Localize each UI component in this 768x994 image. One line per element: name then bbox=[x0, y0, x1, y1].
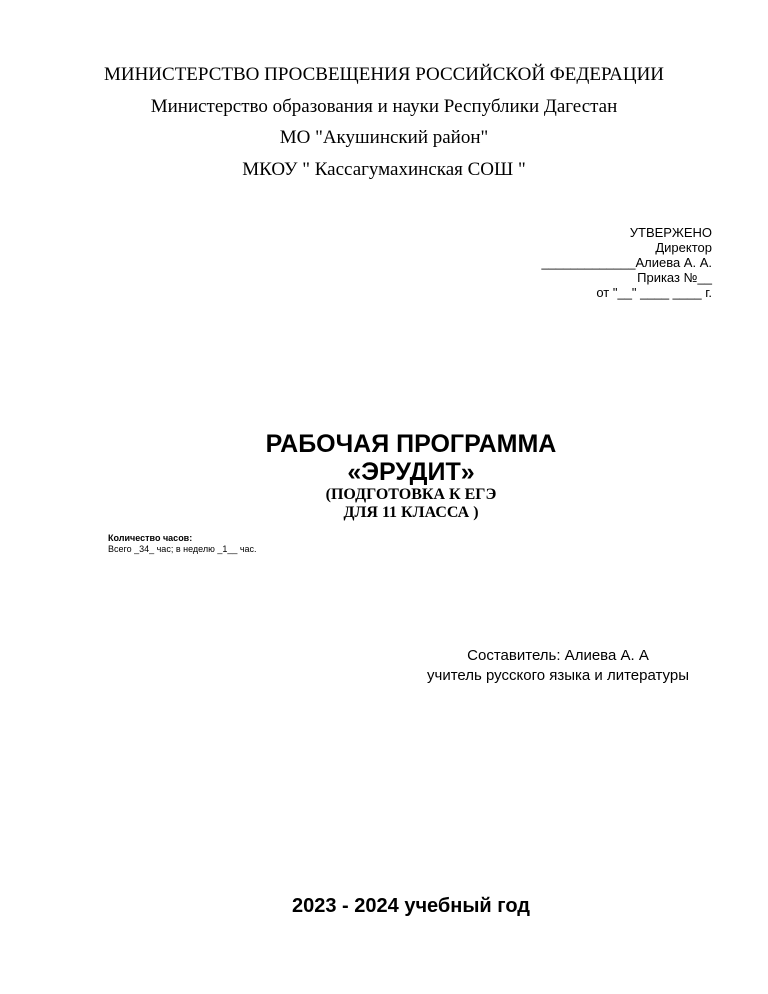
hours-block bbox=[108, 533, 257, 555]
approval-order: Приказ №__ bbox=[637, 270, 712, 285]
ministry-regional: Министерство образования и науки Республики Дагестан bbox=[150, 96, 618, 117]
hours-label: Количество часов: bbox=[108, 533, 193, 543]
subtitle-line-1: (ПОДГОТОВКА К ЕГЭ bbox=[325, 486, 497, 503]
school-name: МКОУ " Кассагумахинская СОШ " bbox=[242, 159, 526, 180]
hours-details: Всего _34_ час; в неделю _1__ час. bbox=[108, 544, 257, 554]
author-role: учитель русского языка и литературы bbox=[427, 667, 689, 684]
municipality: МО "Акушинский район" bbox=[279, 127, 489, 148]
academic-year: 2023 - 2024 учебный год bbox=[292, 895, 530, 917]
approval-date: от "__" ____ ____ г. bbox=[596, 285, 712, 300]
approval-block bbox=[541, 225, 712, 300]
document-title: РАБОЧАЯ ПРОГРАММА bbox=[265, 430, 557, 458]
approval-signature-line: _____________Алиева А. А. bbox=[541, 255, 712, 270]
author-compiler: Составитель: Алиева А. А bbox=[467, 647, 649, 664]
approval-status: УТВЕРЖЕНО bbox=[629, 225, 712, 240]
approval-position: Директор bbox=[655, 240, 712, 255]
program-name: «ЭРУДИТ» bbox=[347, 458, 475, 486]
ministry-federal: МИНИСТЕРСТВО ПРОСВЕЩЕНИЯ РОССИЙСКОЙ ФЕДЕРАЦИИ bbox=[103, 64, 665, 85]
subtitle-line-2: ДЛЯ 11 КЛАССА ) bbox=[343, 504, 479, 521]
